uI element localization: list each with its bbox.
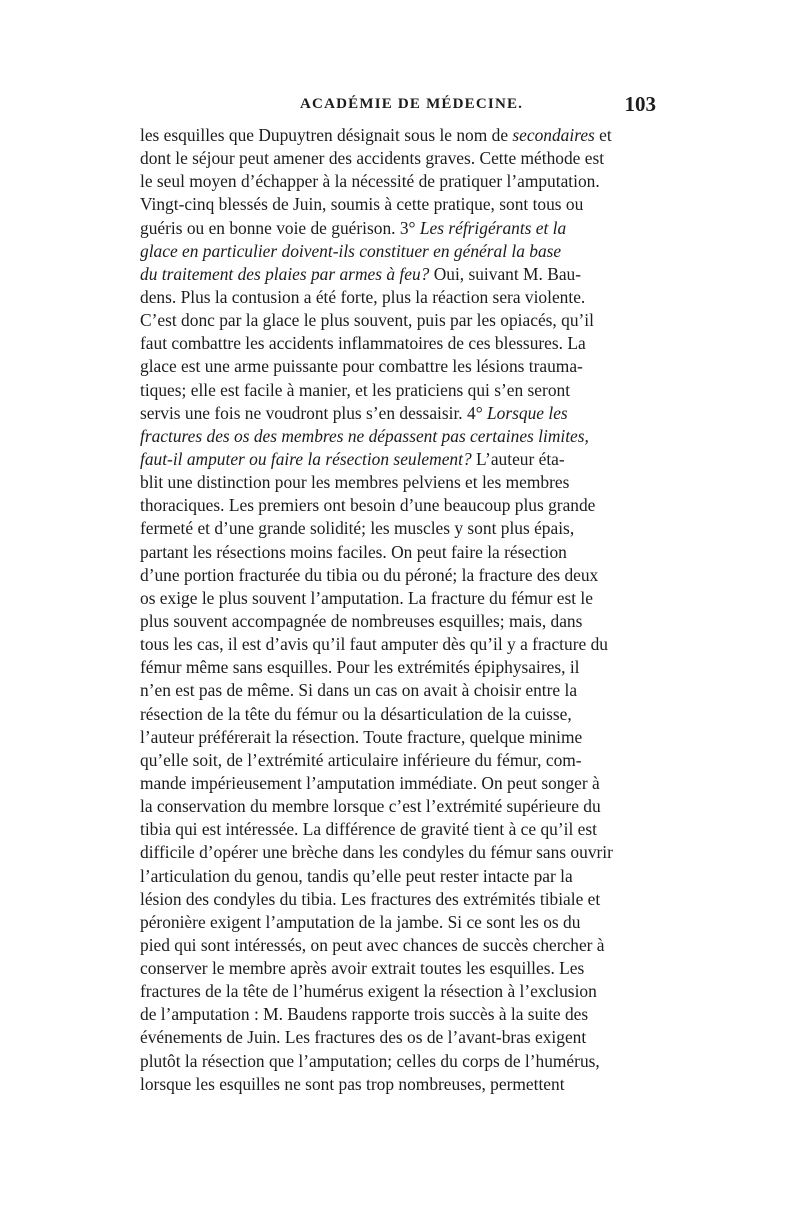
- text-line: [140, 1026, 660, 1049]
- italic-text-segment: fractures des os des membres ne dépassent pas certaines limites,: [140, 425, 589, 446]
- text-line: [140, 633, 660, 656]
- text-line: [140, 517, 660, 540]
- running-head: ACADÉMIE DE MÉDECINE.: [300, 96, 524, 112]
- text-segment: péronière exigent l’amputation de la jambe. Si ce sont les os du: [140, 911, 581, 932]
- text-segment: thoraciques. Les premiers ont besoin d’une beaucoup plus grande: [140, 495, 596, 516]
- text-segment: os exige le plus souvent l’amputation. La fracture du fémur est le: [140, 587, 593, 608]
- text-line: [140, 402, 660, 425]
- page-header: [140, 92, 660, 122]
- text-segment: fractures de la tête de l’humérus exigent la résection à l’exclusion: [140, 981, 597, 1002]
- text-line: [140, 471, 660, 494]
- text-line: [140, 1003, 660, 1026]
- text-line: [140, 888, 660, 911]
- text-segment: pied qui sont intéressés, on peut avec chances de succès chercher à: [140, 934, 605, 955]
- text-segment: faut combattre les accidents inflammatoires de ces blessures. La: [140, 333, 586, 354]
- text-line: [140, 911, 660, 934]
- text-line: [140, 841, 660, 864]
- text-line: [140, 610, 660, 633]
- text-segment: plutôt la résection que l’amputation; celles du corps de l’humérus,: [140, 1050, 600, 1071]
- text-line: [140, 193, 660, 216]
- text-segment: d’une portion fracturée du tibia ou du péroné; la fracture des deux: [140, 564, 599, 585]
- italic-text-segment: du traitement des plaies par armes à feu?: [140, 263, 430, 284]
- text-segment: glace est une arme puissante pour combattre les lésions trauma-: [140, 356, 583, 377]
- text-line: [140, 217, 660, 240]
- text-line: [140, 726, 660, 749]
- italic-text-segment: Lorsque les: [487, 402, 568, 423]
- text-segment: l’articulation du genou, tandis qu’elle peut rester intacte par la: [140, 865, 573, 886]
- text-segment: blit une distinction pour les membres pelviens et les membres: [140, 472, 570, 493]
- text-line: [140, 379, 660, 402]
- text-segment: C’est donc par la glace le plus souvent, puis par les opiacés, qu’il: [140, 310, 594, 331]
- text-line: [140, 286, 660, 309]
- text-line: [140, 679, 660, 702]
- text-line: [140, 703, 660, 726]
- text-segment: dens. Plus la contusion a été forte, plus la réaction sera violente.: [140, 286, 586, 307]
- text-segment: de l’amputation : M. Baudens rapporte trois succès à la suite des: [140, 1004, 589, 1025]
- text-line: [140, 1050, 660, 1073]
- text-segment: tous les cas, il est d’avis qu’il faut amputer dès qu’il y a fracture du: [140, 634, 608, 655]
- text-segment: guéris ou en bonne voie de guérison. 3°: [140, 217, 420, 238]
- text-segment: mande impérieusement l’amputation immédiate. On peut songer à: [140, 772, 600, 793]
- page-number: 103: [624, 92, 656, 116]
- text-line: [140, 818, 660, 841]
- text-segment: plus souvent accompagnée de nombreuses esquilles; mais, dans: [140, 610, 583, 631]
- text-segment: tiques; elle est facile à manier, et les praticiens qui s’en seront: [140, 379, 571, 400]
- text-line: [140, 980, 660, 1003]
- text-segment: événements de Juin. Les fractures des os de l’avant-bras exigent: [140, 1027, 587, 1048]
- text-line: [140, 124, 660, 147]
- text-line: [140, 587, 660, 610]
- text-line: [140, 772, 660, 795]
- text-line: [140, 147, 660, 170]
- text-line: [140, 564, 660, 587]
- text-segment: lorsque les esquilles ne sont pas trop nombreuses, permettent: [140, 1073, 565, 1094]
- text-segment: la conservation du membre lorsque c’est l’extrémité supérieure du: [140, 796, 601, 817]
- text-line: [140, 749, 660, 772]
- text-segment: dont le séjour peut amener des accidents graves. Cette méthode est: [140, 148, 605, 169]
- text-segment: qu’elle soit, de l’extrémité articulaire inférieure du fémur, com-: [140, 749, 582, 770]
- text-line: [140, 865, 660, 888]
- text-line: [140, 934, 660, 957]
- text-segment: difficile d’opérer une brèche dans les condyles du fémur sans ouvrir: [140, 842, 613, 863]
- text-line: [140, 957, 660, 980]
- text-segment: L’auteur éta-: [471, 448, 565, 469]
- text-line: [140, 425, 660, 448]
- text-segment: résection de la tête du fémur ou la désarticulation de la cuisse,: [140, 703, 572, 724]
- text-line: [140, 1073, 660, 1096]
- text-segment: n’en est pas de même. Si dans un cas on avait à choisir entre la: [140, 680, 578, 701]
- body-text: [140, 124, 660, 1096]
- italic-text-segment: glace en particulier doivent-ils constituer en général la base: [140, 240, 562, 261]
- text-segment: lésion des condyles du tibia. Les fractures des extrémités tibiale et: [140, 888, 601, 909]
- text-line: [140, 355, 660, 378]
- italic-text-segment: secondaires: [512, 125, 595, 145]
- italic-text-segment: faut-il amputer ou faire la résection seulement?: [140, 448, 472, 469]
- text-segment: conserver le membre après avoir extrait toutes les esquilles. Les: [140, 958, 585, 979]
- text-line: [140, 332, 660, 355]
- text-segment: fermeté et d’une grande solidité; les muscles y sont plus épais,: [140, 518, 575, 539]
- text-segment: servis une fois ne voudront plus s’en dessaisir. 4°: [140, 402, 487, 423]
- text-line: [140, 656, 660, 679]
- text-segment: le seul moyen d’échapper à la nécessité de pratiquer l’amputation.: [140, 171, 600, 192]
- text-line: [140, 541, 660, 564]
- text-segment: les esquilles que Dupuytren désignait sous le nom de: [140, 125, 513, 145]
- text-line: [140, 263, 660, 286]
- text-line: [140, 795, 660, 818]
- text-line: [140, 494, 660, 517]
- text-segment: partant les résections moins faciles. On peut faire la résection: [140, 541, 567, 562]
- text-segment: tibia qui est intéressée. La différence de gravité tient à ce qu’il est: [140, 819, 597, 840]
- text-segment: Vingt-cinq blessés de Juin, soumis à cette pratique, sont tous ou: [140, 194, 584, 215]
- text-line: [140, 240, 660, 263]
- text-line: [140, 170, 660, 193]
- text-segment: l’auteur préférerait la résection. Toute fracture, quelque minime: [140, 726, 583, 747]
- text-segment: et: [594, 125, 612, 145]
- text-segment: fémur même sans esquilles. Pour les extrémités épiphysaires, il: [140, 657, 580, 678]
- text-line: [140, 309, 660, 332]
- text-line: [140, 448, 660, 471]
- italic-text-segment: Les réfrigérants et la: [419, 217, 567, 238]
- text-segment: Oui, suivant M. Bau-: [429, 263, 582, 284]
